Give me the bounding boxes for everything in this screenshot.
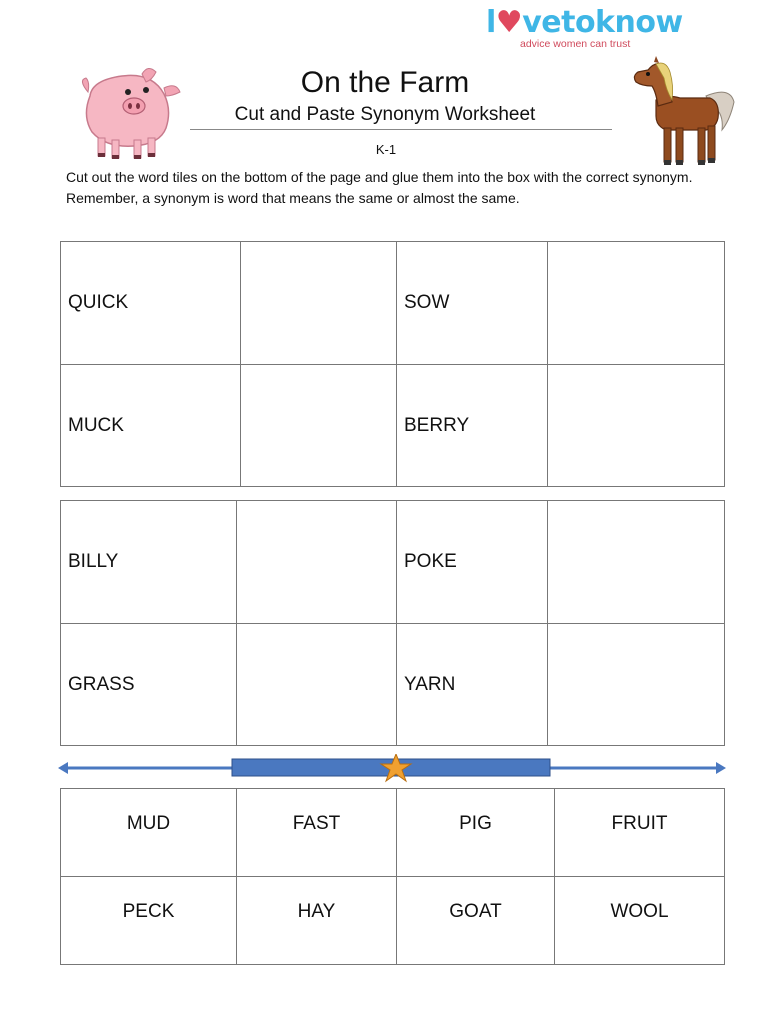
word-tile[interactable]: GOAT — [397, 877, 555, 965]
table-row — [61, 789, 725, 877]
table-row — [61, 624, 725, 746]
table-row — [61, 242, 725, 365]
word-cell: BERRY — [397, 365, 548, 487]
word-cell: MUCK — [61, 365, 241, 487]
title-divider — [190, 129, 612, 130]
logo-word-rest: vetoknow — [522, 5, 683, 40]
table-row — [61, 501, 725, 624]
logo-wordmark — [486, 5, 683, 40]
word-tile[interactable]: FAST — [237, 789, 397, 877]
grade-level: K-1 — [375, 142, 397, 157]
paste-box — [548, 365, 725, 487]
word-tile[interactable]: FRUIT — [555, 789, 725, 877]
synonym-grid-1 — [60, 241, 725, 487]
instructions-text: Cut out the word tiles on the bottom of the page and glue them into the box with the correct synonym. Remember, a synonym is word that means the same or almost the same. — [66, 169, 693, 206]
word-cell: YARN — [397, 624, 548, 746]
logo-letter-l: l — [486, 5, 496, 40]
word-cell: GRASS — [61, 624, 237, 746]
paste-box — [548, 624, 725, 746]
word-tile[interactable]: PECK — [61, 877, 237, 965]
paste-box — [237, 501, 397, 624]
logo-tagline: advice women can trust — [520, 38, 631, 50]
cut-line-separator — [58, 754, 726, 784]
word-tile[interactable]: WOOL — [555, 877, 725, 965]
horse-illustration — [626, 56, 736, 168]
word-tile[interactable]: PIG — [397, 789, 555, 877]
synonym-grid-2 — [60, 500, 725, 746]
lovetoknow-logo — [486, 5, 683, 52]
star-icon — [381, 754, 411, 781]
page-subtitle: Cut and Paste Synonym Worksheet — [234, 104, 536, 125]
word-cell: QUICK — [61, 242, 241, 365]
page-title: On the Farm — [300, 66, 470, 99]
word-tile[interactable]: MUD — [61, 789, 237, 877]
paste-box — [241, 365, 397, 487]
word-cell: POKE — [397, 501, 548, 624]
pig-illustration — [72, 66, 184, 164]
word-tile[interactable]: HAY — [237, 877, 397, 965]
table-row — [61, 365, 725, 487]
heart-icon: ♥ — [495, 5, 523, 40]
word-tiles — [60, 788, 725, 965]
paste-box — [237, 624, 397, 746]
paste-box — [548, 501, 725, 624]
word-cell: BILLY — [61, 501, 237, 624]
word-cell: SOW — [397, 242, 548, 365]
table-row — [61, 877, 725, 965]
paste-box — [241, 242, 397, 365]
paste-box — [548, 242, 725, 365]
